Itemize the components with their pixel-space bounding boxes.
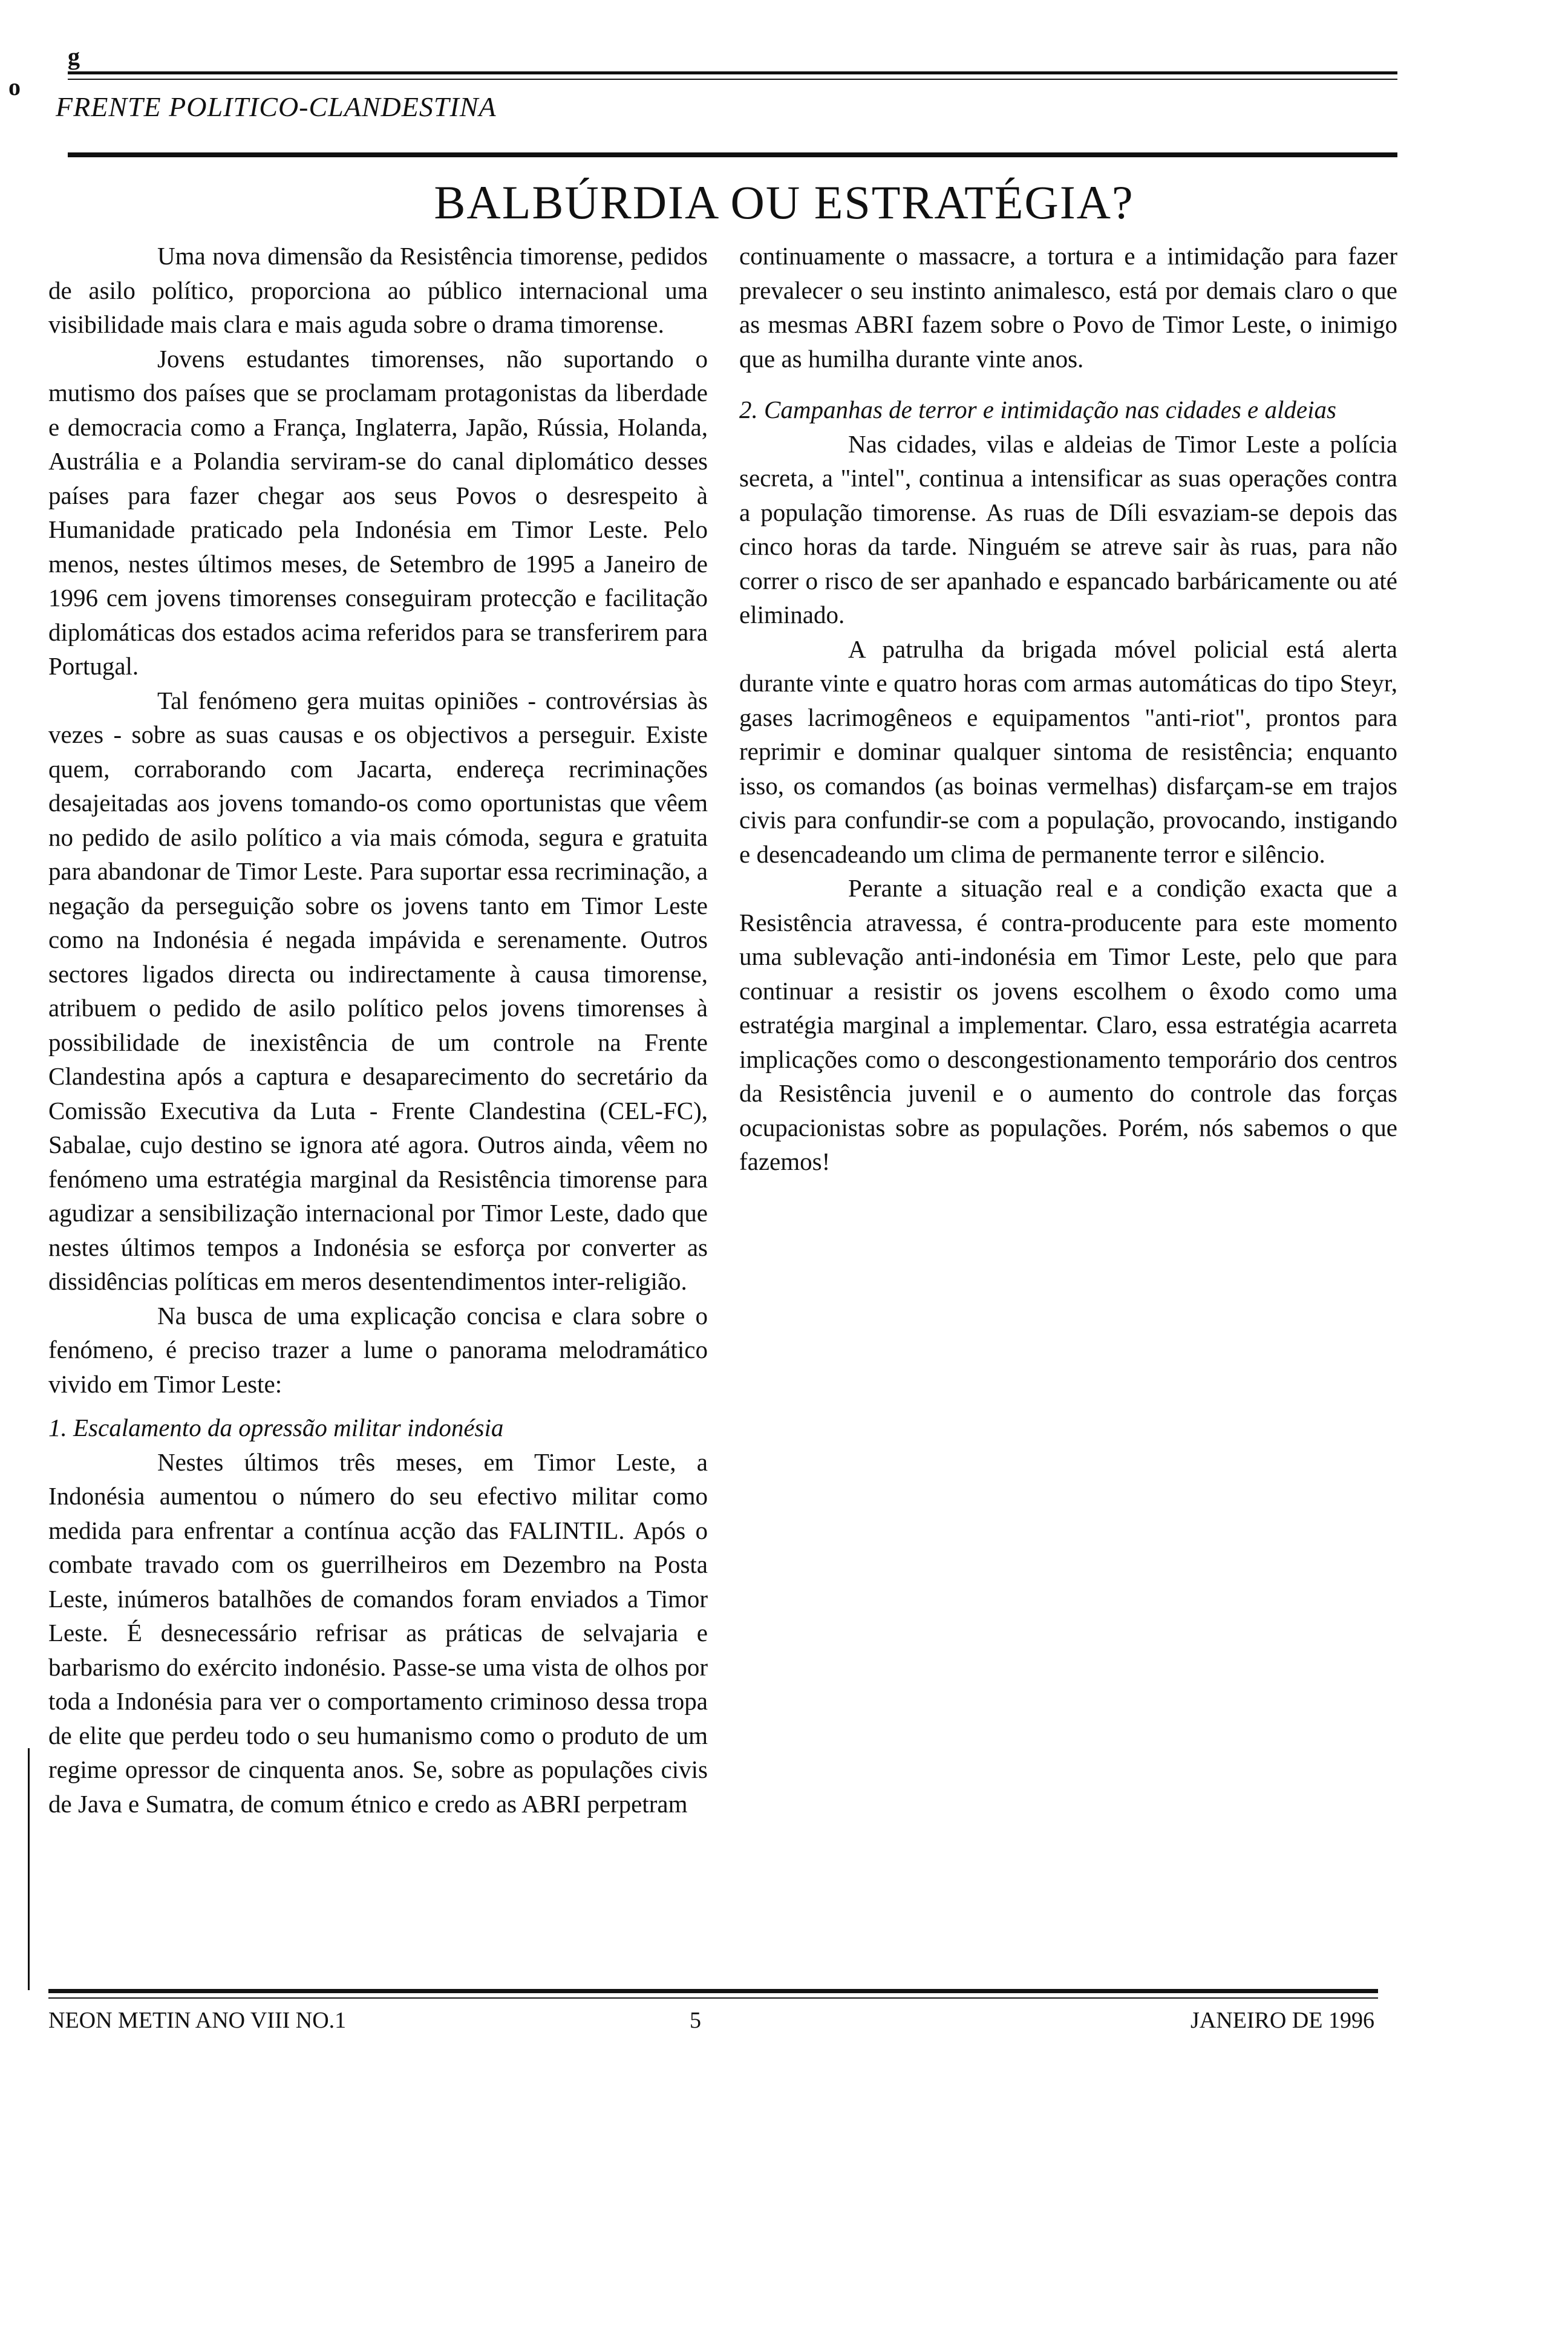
- footer-date: JANEIRO DE 1996: [1191, 2008, 1374, 2033]
- margin-mark-dot: o: [8, 73, 21, 100]
- header-top-rule: [68, 71, 1397, 74]
- margin-mark-corner: g: [68, 43, 80, 70]
- left-column: [48, 239, 708, 1821]
- header-bottom-rule: [68, 152, 1397, 157]
- header-top-rule-thin: [68, 79, 1397, 80]
- paragraph: Jovens estudantes timorenses, não suportando o mutismo dos países que se proclamam protagonistas da liberdade e democracia como a França, Inglaterra, Japão, Rússia, Holanda, Austrália e a Polandia serviram-se do canal diplomático desses países para fazer chegar aos seus Povos o desrespeito à Humanidade praticado pela Indonésia em Timor Leste. Pelo menos, nestes últimos meses, de Setembro de 1995 a Janeiro de 1996 cem jovens timorenses conseguiram protecção e facilitação diplomáticas dos estados acima referidos para se transferirem para Portugal.: [48, 344, 708, 680]
- page-number: 5: [690, 2008, 701, 2033]
- subheading: 1. Escalamento da opressão militar indonésia: [48, 1414, 504, 1441]
- right-column: [739, 239, 1397, 1179]
- footer-rule-thin: [48, 1997, 1378, 1999]
- paragraph: Perante a situação real e a condição exacta que a Resistência atravessa, é contra-producente para este momento uma sublevação anti-indonésia em Timor Leste, pelo que para continuar a resistir os jovens escolhem o êxodo como uma estratégia marginal a implementar. Claro, essa estratégia acarreta implicações como o descongestionamento temporário dos centros da Resistência juvenil e o aumento do controle das forças ocupacionistas sobre as populações. Porém, nós sabemos o que fazemos!: [739, 874, 1397, 1175]
- section-label: FRENTE POLITICO-CLANDESTINA: [56, 91, 497, 122]
- paragraph: Na busca de uma explicação concisa e clara sobre o fenómeno, é preciso trazer a lume o panorama melodramático vivido em Timor Leste:: [48, 1301, 708, 1398]
- paragraph: Nas cidades, vilas e aldeias de Timor Leste a polícia secreta, a "intel", continua a intensificar as suas operações contra a população timorense. As ruas de Díli esvaziam-se depois das cinco horas da tarde. Ninguém se atreve sair às ruas, para não correr o risco de ser apanhado e espancado barbáricamente ou até eliminado.: [739, 429, 1397, 629]
- paragraph: Nestes últimos três meses, em Timor Leste, a Indonésia aumentou o número do seu efectivo militar como medida para enfrentar a contínua acção das FALINTIL. Após o combate travado com os guerrilheiros em Dezembro na Posta Leste, inúmeros batalhões de comandos foram enviados a Timor Leste. É desnecessário refrisar as práticas de selvajaria e barbarismo do exército indonésio. Passe-se uma vista de olhos por toda a Indonésia para ver o comportamento criminoso dessa tropa de elite que perdeu todo o seu humanismo como o produto de um regime opressor de cinquenta anos. Se, sobre as populações civis de Java e Sumatra, de comum étnico e credo as ABRI perpetram: [48, 1448, 708, 1818]
- footer-publication: NEON METIN ANO VIII NO.1: [48, 2008, 347, 2033]
- margin-bracket: [28, 1748, 30, 1990]
- paragraph: Uma nova dimensão da Resistência timorense, pedidos de asilo político, proporciona ao público internacional uma visibilidade mais clara e mais aguda sobre o drama timorense.: [48, 242, 708, 338]
- article-title: BALBÚRDIA OU ESTRATÉGIA?: [434, 176, 1134, 229]
- footer-rule: [48, 1989, 1378, 1993]
- paragraph: Tal fenómeno gera muitas opiniões - controvérsias às vezes - sobre as suas causas e os objectivos a perseguir. Existe quem, corraborando com Jacarta, endereça recriminações desajeitadas aos jovens tomando-os como oportunistas que vêem no pedido de asilo político a via mais cómoda, segura e gratuita para abandonar de Timor Leste. Para suportar essa recriminação, a negação da perseguição sobre os jovens tanto em Timor Leste como na Indonésia é negada impávida e serenamente. Outros sectores ligados directa ou indirectamente à causa timorense, atribuem o pedido de asilo político pelos jovens timorenses à possibilidade de inexistência de um controle na Frente Clandestina após a captura e desaparecimento do secretário da Comissão Executiva da Luta - Frente Clandestina (CEL-FC), Sabalae, cujo destino se ignora até agora. Outros ainda, vêem no fenómeno uma estratégia marginal da Resistência timorense para agudizar a sensibilização internacional por Timor Leste, dado que nestes últimos tempos a Indonésia se esforça por converter as dissidências políticas em meros desentendimentos inter-religião.: [48, 686, 708, 1295]
- subheading: 2. Campanhas de terror e intimidação nas cidades e aldeias: [739, 396, 1336, 423]
- paragraph-continued: continuamente o massacre, a tortura e a intimidação para fazer prevalecer o seu instinto animalesco, está por demais claro o que as mesmas ABRI fazem sobre o Povo de Timor Leste, o inimigo que as humilha durante vinte anos.: [739, 242, 1397, 373]
- paragraph: A patrulha da brigada móvel policial está alerta durante vinte e quatro horas com armas automáticas do tipo Steyr, gases lacrimogêneos e equipamentos "anti-riot", prontos para reprimir e dominar qualquer sintoma de resistência; enquanto isso, os comandos (as boinas vermelhas) disfarçam-se em trajos civis para confundir-se com a população, provocando, instigando e desencadeando um clima de permanente terror e silêncio.: [739, 635, 1397, 868]
